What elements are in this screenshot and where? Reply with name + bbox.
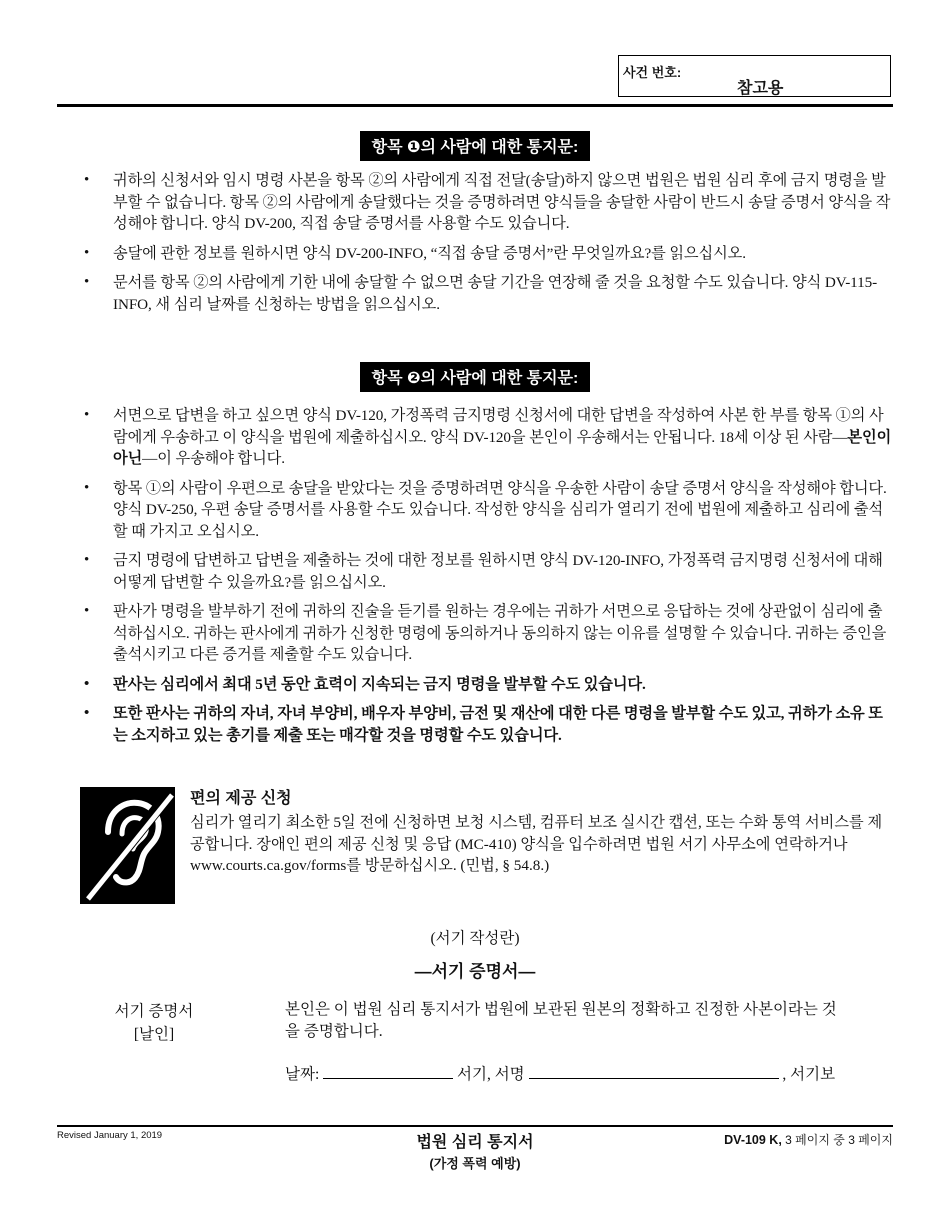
bullet-text: 또한 판사는 귀하의 자녀, 자녀 부양비, 배우자 부양비, 금전 및 재산에 대한 다른 명령을 발부할 수도 있고, 귀하가 소유 또는 소지하고 있는 총기를 제출 또는 매각할 것을 명령할 수도 있습니다. <box>113 705 883 744</box>
footer-divider <box>57 1125 893 1127</box>
bullet-icon: • <box>84 705 90 721</box>
seal-line-1: 서기 증명서 <box>114 1003 194 1020</box>
section2-title: 항목 ❷의 사람에 대한 통지문: <box>360 362 591 392</box>
bullet-text: 금지 명령에 답변하고 답변을 제출하는 것에 대한 정보를 원하시면 양식 DV-120-INFO, 가정폭력 금지명령 신청서에 대해 어떻게 답변할 수 있을까요?를 읽으십시오. <box>113 552 883 591</box>
bullet-icon: • <box>84 552 90 568</box>
list-item <box>80 272 895 315</box>
form-page-info <box>724 1131 893 1148</box>
case-number-value: 참고용 <box>737 80 784 97</box>
list-item <box>80 674 895 696</box>
form-title: 법원 심리 통지서 <box>416 1134 534 1151</box>
clerk-signature-field[interactable] <box>529 1064 779 1079</box>
section1-banner <box>0 131 950 161</box>
clerk-sign-label: 서기, 서명 <box>457 1066 525 1083</box>
form-subtitle: (가정 폭력 예방) <box>429 1156 521 1171</box>
bullet-text: 항목 ①의 사람이 우편으로 송달을 받았다는 것을 증명하려면 양식을 우송한 사람이 송달 증명서 양식을 작성해야 합니다. 양식 DV-250, 우편 송달 증명서를 사용할 수도 있습니다. 작성한 양식을 심리가 열리기 전에 법원에 제출하고 심리에 출석할 때 가지고 오십시오. <box>113 479 887 540</box>
bullet-text-end: —이 우송해야 합니다. <box>142 450 285 467</box>
bullet-icon: • <box>84 274 90 290</box>
list-item <box>80 550 895 593</box>
header-divider <box>57 104 893 107</box>
signature-line <box>285 1062 885 1084</box>
list-item <box>80 601 895 666</box>
list-item <box>80 478 895 543</box>
bullet-icon: • <box>84 675 90 692</box>
certification-text: 본인은 이 법원 심리 통지서가 법원에 보관된 원본의 정확하고 진정한 사본이라는 것을 증명합니다. <box>285 1001 837 1040</box>
page-number: 3 페이지 중 3 페이지 <box>785 1133 893 1147</box>
section1-list <box>80 170 895 323</box>
seal-line-2: [날인] <box>133 1026 175 1043</box>
revision-date: Revised January 1, 2019 <box>57 1130 163 1141</box>
bullet-text: 귀하의 신청서와 임시 명령 사본을 항목 ②의 사람에게 직접 전달(송달)하지 않으면 법원은 법원 심리 후에 금지 명령을 발부할 수 없습니다. 항목 ②의 사람에게 송달했다는 것을 증명하려면 양식들을 송달한 사람이 반드시 송달 증명서 양식을 작성해야 합니다. 양식 DV-200, 직접 송달 증명서를 사용할 수도 있습니다. <box>113 172 891 232</box>
bullet-text: 문서를 항목 ②의 사람에게 기한 내에 송달할 수 없으면 송달 기간을 연장해 줄 것을 요청할 수도 있습니다. 양식 DV-115-INFO, 새 심리 날짜를 신청하는 방법을 읽으십시오. <box>113 274 878 313</box>
case-number-label: 사건 번호: <box>623 65 682 80</box>
bullet-text: 서면으로 답변을 하고 싶으면 양식 DV-120, 가정폭력 금지명령 신청서에 대한 답변을 작성하여 사본 한 부를 항목 ①의 사람에게 우송하고 이 양식을 법원에 제출하십시오. 양식 DV-120을 본인이 우송해서는 안됩니다. 18세 이상 된 사람— <box>113 407 884 446</box>
form-id: DV-109 K, <box>724 1133 782 1147</box>
bullet-text: 판사는 심리에서 최대 5년 동안 효력이 지속되는 금지 명령을 발부할 수도 있습니다. <box>113 675 646 693</box>
bullet-icon: • <box>84 172 90 188</box>
bullet-text: 송달에 관한 정보를 원하시면 양식 DV-200-INFO, “직접 송달 증명서”란 무엇일까요?를 읽으십시오. <box>113 244 746 262</box>
clerk-seal-label <box>95 1000 213 1046</box>
list-item <box>80 170 895 235</box>
section1-title: 항목 ❶의 사람에 대한 통지문: <box>360 131 591 161</box>
list-item <box>80 243 895 265</box>
bullet-text: 판사가 명령을 발부하기 전에 귀하의 진술을 듣기를 원하는 경우에는 귀하가 서면으로 응답하는 것에 상관없이 심리에 출석하십시오. 귀하는 판사에게 귀하가 신청한 명령에 동의하거나 동의하지 않는 이유를 설명할 수 있습니다. 귀하는 증인을 출석시키고 다른 증거를 제출할 수도 있습니다. <box>113 603 887 663</box>
date-field[interactable] <box>323 1064 453 1079</box>
hearing-assistance-icon <box>80 787 175 904</box>
section2-list <box>80 405 895 754</box>
accommodation-body: 심리가 열리기 최소한 5일 전에 신청하면 보청 시스템, 컴퓨터 보조 실시간 캡션, 또는 수화 통역 서비스를 제공합니다. 장애인 편의 제공 신청 및 응답 (MC-410) 양식을 입수하려면 법원 서기 사무소에 연락하거나 www.courts.ca.gov/forms를 방문하십시오. (민법, § 54.8.) <box>190 814 883 874</box>
case-number-box <box>618 55 891 97</box>
clerk-certificate-title: —서기 증명서— <box>414 962 536 981</box>
clerk-use-note: (서기 작성란) <box>430 930 520 947</box>
bullet-icon: • <box>84 479 90 496</box>
accommodation-title: 편의 제공 신청 <box>190 790 292 807</box>
bullet-icon: • <box>84 407 90 423</box>
bullet-icon: • <box>84 603 90 619</box>
bullet-icon: • <box>84 244 90 261</box>
list-item <box>80 703 895 746</box>
bullet-emphasis: 본인이 아닌 <box>113 428 892 467</box>
deputy-label: , 서기보 <box>782 1066 836 1083</box>
date-label: 날짜: <box>285 1066 320 1083</box>
section2-banner <box>0 362 950 392</box>
list-item <box>80 405 895 470</box>
